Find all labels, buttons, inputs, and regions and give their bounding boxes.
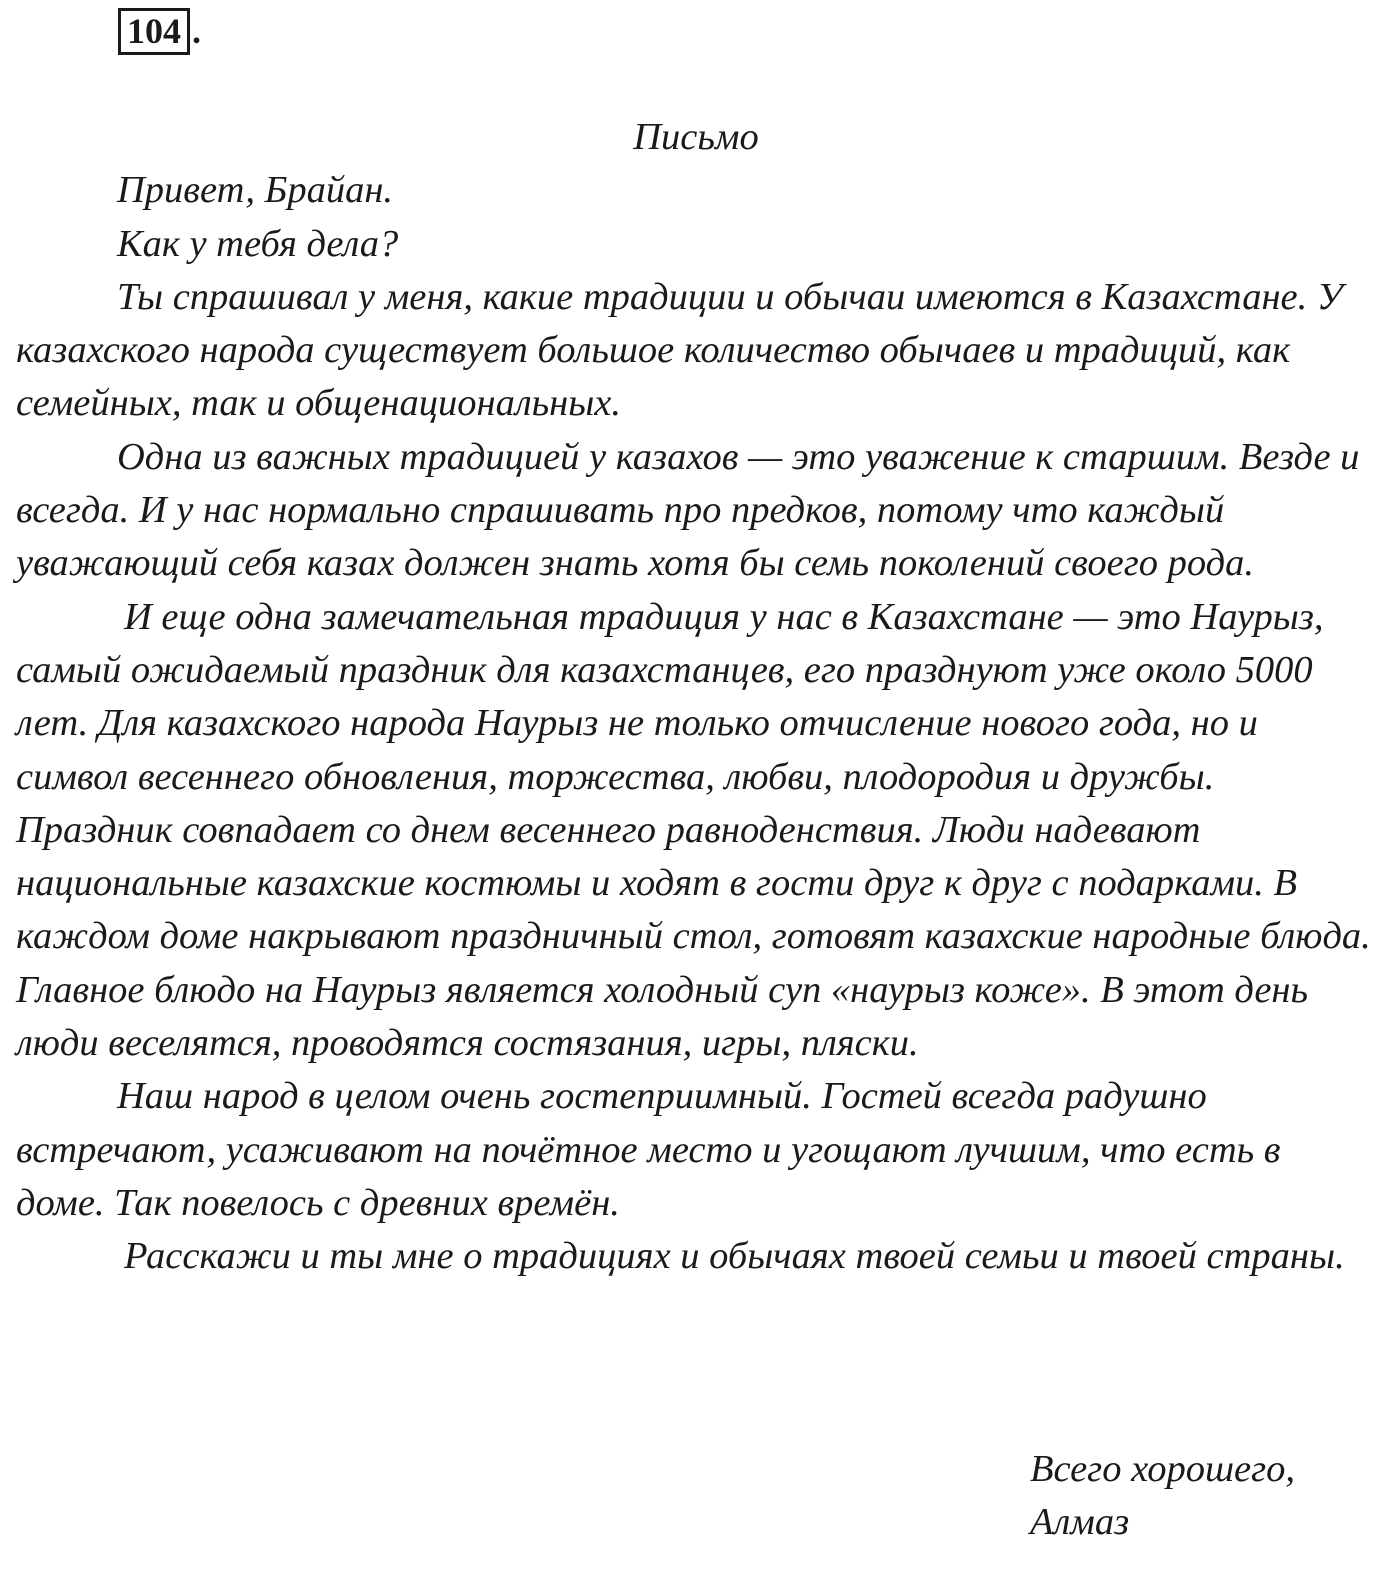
letter-paragraph: Расскажи и ты мне о традициях и обычаях твоей семьи и твоей страны.: [124, 1235, 1345, 1278]
letter-paragraph: Одна из важных традицией у казахов — это уважение к старшим. Везде и всегда. И у нас нормально спрашивать про предков, потому что каждый уважающий себя казах должен знать хотя бы семь поколений своего рода.: [16, 435, 1360, 585]
letter-greeting: Привет, Брайан.: [117, 169, 394, 212]
task-number: [118, 8, 201, 55]
task-number-suffix: .: [192, 11, 201, 51]
letter-title: Письмо: [633, 116, 759, 158]
letter-paragraph: Наш народ в целом очень гостеприимный. Гостей всегда радушно встречают, усаживают на почётное место и угощают лучшим, что есть в доме. Так повелось с древних времён.: [16, 1075, 1281, 1224]
letter-sign-off: [1030, 1443, 1295, 1550]
letter-body: [16, 111, 1376, 1284]
letter-question: Как у тебя дела?: [117, 222, 399, 265]
letter-closing: Всего хорошего,: [1030, 1448, 1296, 1490]
letter-paragraph: Ты спрашивал у меня, какие традиции и обычаи имеются в Казахстане. У казахского народа существует большое количество обычаев и традиций, как семейных, так и общенациональных.: [16, 275, 1343, 425]
letter-signature: Алмаз: [1030, 1501, 1130, 1544]
letter-paragraph: И еще одна замечательная традиция у нас в Казахстане — это Наурыз, самый ожидаемый праздник для казахстанцев, его празднуют уже около 5000 лет. Для казахского народа Наурыз не только отчисление нового года, но и символ весеннего обновления, торжества, любви, плодородия и дружбы. Праздник совпадает со днем весеннего равноденствия. Люди надевают национальные казахские костюмы и ходят в гости друг к друг с подарками. В каждом доме накрывают праздничный стол, готовят казахские народные блюда. Главное блюдо на Наурыз является холодный суп «наурыз коже». В этот день люди веселятся, проводятся состязания, игры, пляски.: [16, 595, 1371, 1065]
task-number-box: 104: [118, 8, 190, 55]
